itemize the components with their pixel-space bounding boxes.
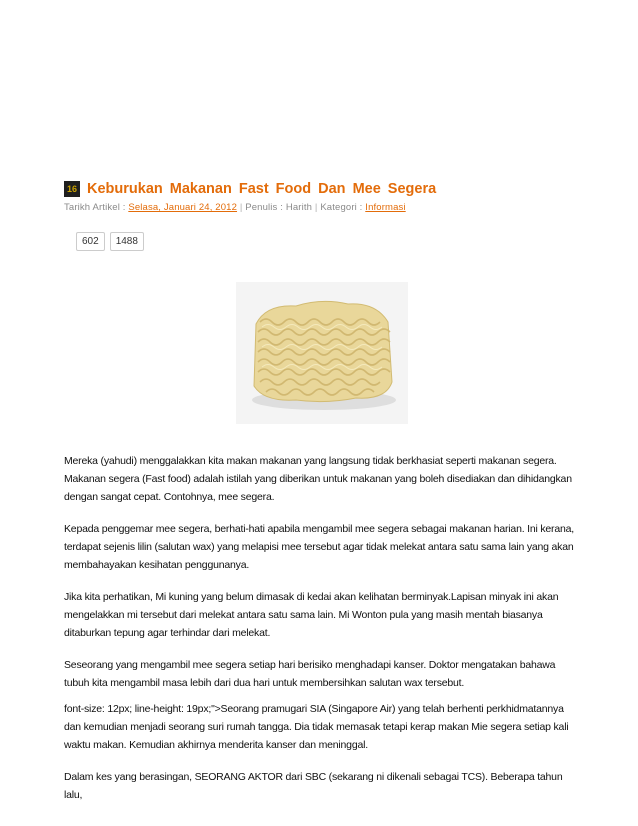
post-body [64,452,576,818]
paragraph: Jika kita perhatikan, Mi kuning yang belum dimasak di kedai akan kelihatan berminyak.Lapisan minyak ini akan mengelakkan mi tersebut dari melekat antara satu sama lain. Mi Wonton pula yang masih mentah biasanya ditaburkan tepung agar terhindar dari melekat. [64,591,559,639]
share-count-1[interactable]: 602 [76,232,105,251]
title-row [64,178,584,200]
meta-separator: | [314,202,318,213]
share-counters [76,232,144,251]
category-link[interactable]: Informasi [365,202,406,213]
author-label: Penulis : [245,202,284,213]
paragraph: font-size: 12px; line-height: 19px;">Seorang pramugari SIA (Singapore Air) yang telah berhenti perkhidmatannya dan kemudian menjadi seorang suri rumah tangga. Dia tidak memasak tetapi kerap makan Mie segera setiap kali waktu makan. Kemudian akhirnya menderita kanser dan meninggal. [64,703,569,751]
post-meta [64,202,584,213]
post-image [236,282,408,424]
date-link[interactable]: Selasa, Januari 24, 2012 [128,202,238,213]
paragraph: Dalam kes yang berasingan, SEORANG AKTOR dari SBC (sekarang ni dikenali sebagai TCS). Beberapa tahun lalu, [64,771,563,801]
date-badge: 16 [64,181,80,197]
meta-separator: | [239,202,243,213]
share-count-2[interactable]: 1488 [110,232,144,251]
noodle-illustration [236,282,408,424]
post-header [64,178,584,213]
post-title[interactable]: Keburukan Makanan Fast Food Dan Mee Segera [87,181,437,197]
paragraph: Mereka (yahudi) menggalakkan kita makan makanan yang langsung tidak berkhasiat seperti makanan segera. Makanan segera (Fast food) adalah istilah yang diberikan untuk makanan yang boleh disediakan dan dihidangkan dengan sangat cepat. Contohnya, mee segera. [64,455,572,503]
author-name: Harith [285,202,313,213]
category-label: Kategori : [320,202,363,213]
paragraph: Seseorang yang mengambil mee segera setiap hari berisiko menghadapi kanser. Doktor mengatakan bahawa tubuh kita mengambil masa lebih dari dua hari untuk membersihkan salutan wax tersebut. [64,659,556,689]
date-label: Tarikh Artikel : [64,202,126,213]
paragraph: Kepada penggemar mee segera, berhati-hati apabila mengambil mee segera sebagai makanan harian. Ini kerana, terdapat sejenis lilin (salutan wax) yang melapisi mee tersebut agar tidak melekat antara satu sama lain yang akan membahayakan kesihatan penggunanya. [64,523,574,571]
